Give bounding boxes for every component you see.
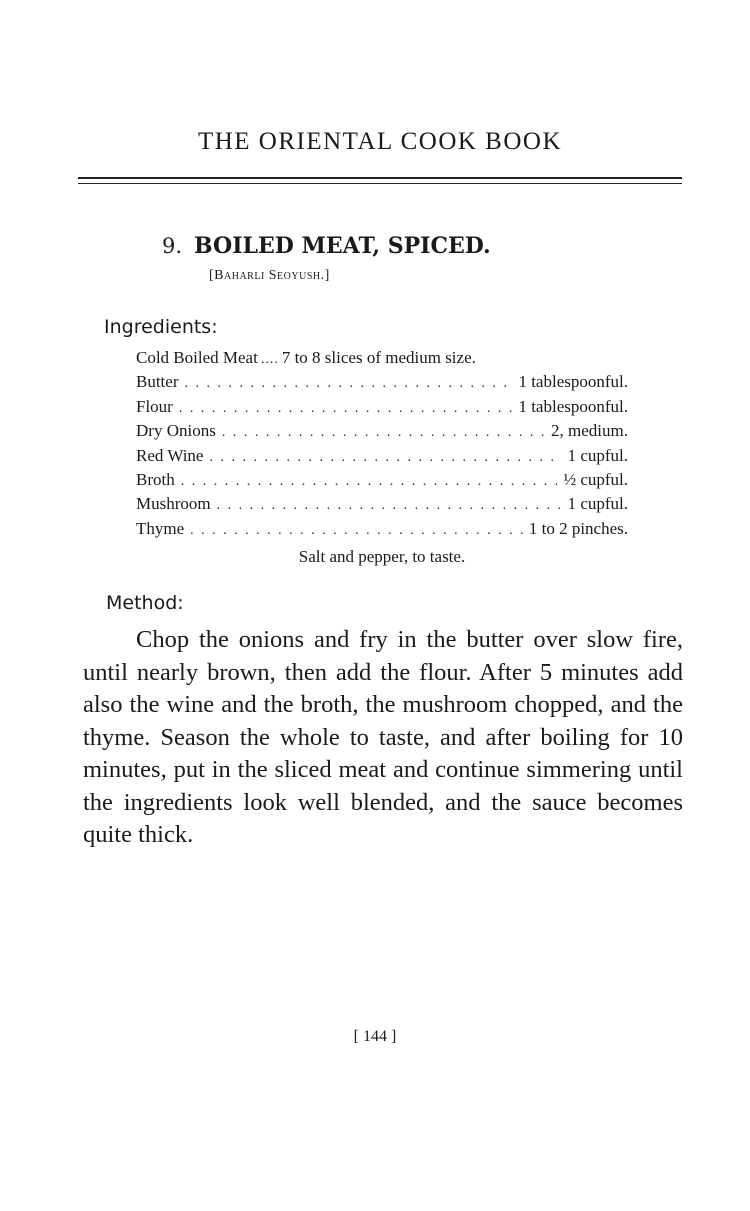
ingredient-row xyxy=(136,492,628,516)
ingredient-row xyxy=(136,419,628,443)
ingredient-row xyxy=(136,468,628,492)
ingredient-name: Broth xyxy=(136,469,175,489)
recipe-title xyxy=(162,233,491,259)
ingredient-name: Butter xyxy=(136,372,179,392)
method-paragraph: Chop the onions and fry in the butter over slow fire, until nearly brown, then add the flour. After 5 minutes add also the wine and the broth, the mushroom chopped, and the thyme. Season the whole to taste, and after boiling for 10 minutes, put in the sliced meat and continue simmering until the ingredients look well blended, and the sauce becomes quite thick. xyxy=(83,626,683,848)
ingredient-name: Cold Boiled Meat xyxy=(136,348,258,367)
ingredient-name: Red Wine xyxy=(136,445,204,465)
ingredients-label: Ingredients: xyxy=(104,316,218,338)
ingredient-list xyxy=(136,346,628,541)
header-rule-thick xyxy=(78,177,682,179)
ingredient-quantity: 1 cupful. xyxy=(567,445,628,465)
ingredient-row xyxy=(136,370,628,394)
ingredient-row xyxy=(136,444,628,468)
ingredient-quantity: 1 tablespoonful. xyxy=(518,372,628,392)
ingredient-quantity: 1 tablespoonful. xyxy=(518,396,628,416)
header-rule-thin xyxy=(78,183,682,184)
ingredient-row xyxy=(136,517,628,541)
ingredient-row xyxy=(136,395,628,419)
recipe-number: 9. xyxy=(162,234,183,258)
ingredient-quantity: 1 to 2 pinches. xyxy=(528,518,628,538)
ingredient-name: Dry Onions xyxy=(136,421,216,441)
ingredient-name: Flour xyxy=(136,396,173,416)
seasoning-note: Salt and pepper, to taste. xyxy=(298,547,466,566)
recipe-title-text: BOILED MEAT, SPICED. xyxy=(194,233,491,259)
ingredient-quantity: 1 cupful. xyxy=(567,494,628,514)
ingredient-quantity: ½ cupful. xyxy=(563,469,628,489)
method-label: Method: xyxy=(106,592,184,614)
ingredient-row xyxy=(136,346,628,370)
recipe-subtitle: [Baharli Seoyush.] xyxy=(209,268,330,283)
ingredient-quantity: 2, medium. xyxy=(551,421,628,441)
ingredient-name: Mushroom xyxy=(136,494,211,514)
ingredient-quantity: 7 to 8 slices of medium size. xyxy=(281,348,476,367)
page-number: [ 144 ] xyxy=(353,1028,397,1045)
ingredient-name: Thyme xyxy=(136,518,185,538)
running-head: THE ORIENTAL COOK BOOK xyxy=(197,128,563,155)
